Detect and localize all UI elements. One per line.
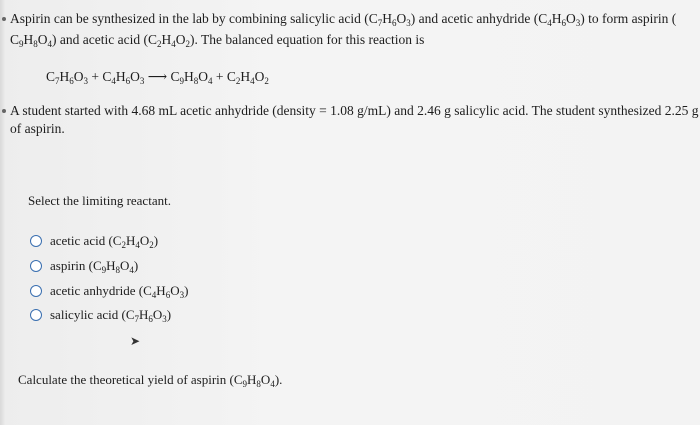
formula-acetic-acid: $C_2H_4O_2$ — [147, 32, 190, 49]
option-label: salicylic acid $(C_7H_6O_3)$ — [50, 307, 172, 324]
bullet-marker — [2, 109, 6, 113]
radio-button[interactable] — [30, 309, 42, 321]
mouse-cursor-icon: ➤ — [130, 334, 141, 348]
balanced-equation — [46, 68, 269, 85]
bullet-marker — [2, 17, 6, 21]
limiting-reactant-option[interactable] — [30, 283, 188, 299]
problem-line-2: of aspirin. — [10, 121, 65, 136]
equation-reactant-2: $C_4H_6O_3$ — [102, 69, 145, 86]
problem-line-1: A student started with 4.68 mL acetic anhydride (density = 1.08 g/mL) and 2.46 g salicylic acid. The student synthesized 2.25 g — [10, 103, 699, 118]
radio-button[interactable] — [30, 235, 42, 247]
limiting-reactant-option[interactable] — [30, 233, 158, 249]
plus-sign: + — [91, 69, 100, 84]
option-formula: $C_7H_6O_3$ — [125, 307, 167, 324]
theoretical-yield-prompt: Calculate the theoretical yield of aspirin $(C_9H_8O_4)$. — [18, 372, 283, 389]
formula-salicylic-acid: $C_7H_6O_3$ — [368, 11, 411, 28]
equation-reactant-1: $C_7H_6O_3$ — [46, 69, 89, 86]
option-label: aspirin $(C_9H_8O_4)$ — [50, 258, 139, 275]
equation-product-2: $C_2H_4O_2$ — [226, 69, 269, 86]
limiting-reactant-option[interactable] — [30, 307, 171, 323]
plus-sign: + — [215, 69, 224, 84]
formula-acetic-anhydride: $C_4H_6O_3$ — [538, 11, 581, 28]
option-formula: $C_2H_4O_2$ — [112, 233, 154, 250]
limiting-reactant-option[interactable] — [30, 258, 138, 274]
formula-aspirin: $C_9H_8O_4$ — [233, 372, 275, 389]
radio-button[interactable] — [30, 260, 42, 272]
intro-line-1: Aspirin can be synthesized in the lab by combining salicylic acid $(C_7H_6O_3)$ and acetic anhydride $(C_4H_6O_3)$ to form aspirin ( — [10, 11, 677, 28]
option-label: acetic anhydride $(C_4H_6O_3)$ — [50, 283, 189, 300]
option-formula: $C_9H_8O_4$ — [92, 258, 134, 275]
intro-line-2: $C_9H_8O_4$) and acetic acid $(C_2H_4O_2)$. The balanced equation for this reaction is — [10, 32, 425, 49]
equation-product-1: $C_9H_8O_4$ — [170, 69, 213, 86]
page-edge — [0, 0, 6, 425]
formula-aspirin: $C_9H_8O_4$ — [10, 32, 53, 49]
limiting-reactant-prompt: Select the limiting reactant. — [28, 193, 171, 208]
option-label: acetic acid $(C_2H_4O_2)$ — [50, 233, 159, 250]
reaction-arrow: ⟶ — [147, 69, 168, 84]
radio-button[interactable] — [30, 285, 42, 297]
option-formula: $C_4H_6O_3$ — [143, 283, 185, 300]
